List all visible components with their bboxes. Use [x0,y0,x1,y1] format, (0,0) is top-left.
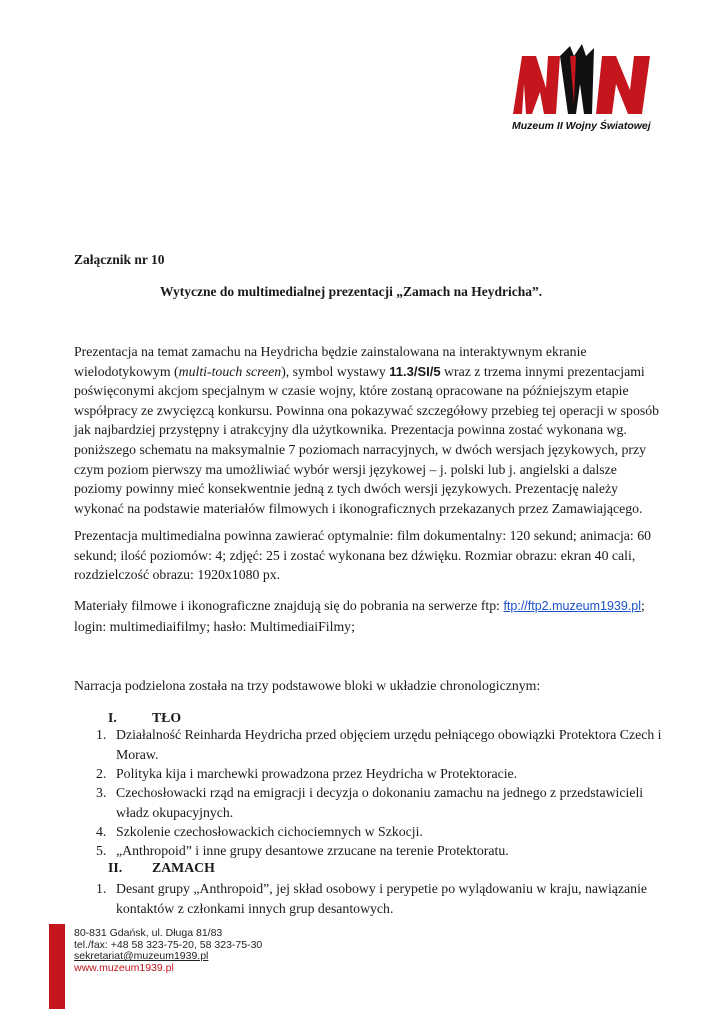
logo-caption: Muzeum II Wojny Światowej [512,120,651,132]
footer-email[interactable]: sekretariat@muzeum1939.pl [74,950,209,963]
intro-italic-term: multi-touch screen [178,363,282,379]
museum-logo-mark [510,44,655,116]
list-item-number: 1. [96,727,107,742]
list-item-text: Szkolenie czechosłowackich cichociemnych w Szkocji. [116,824,423,839]
list-item-number: 5. [96,843,107,858]
ftp-text-after: ; [641,598,645,613]
section-number: I. [108,710,117,725]
intro-text-part1: Prezentacja na temat zamachu na Heydricha będzie zainstalowana na interaktywnym ekranie wielodotykowym ( [74,344,587,379]
list-item [96,822,666,842]
intro-paragraph [74,342,664,518]
list-item-text: „Anthropoid” i inne grupy desantowe zrzucane na terenie Protektoratu. [116,843,509,858]
ftp-link[interactable]: ftp://ftp2.muzeum1939.pl [503,599,642,613]
section-title: TŁO [152,710,182,725]
list-item-text: Działalność Reinharda Heydricha przed objęciem urzędu pełniącego obowiązki Protektora Czech i Moraw. [116,727,662,762]
footer-phone: tel./fax: +48 58 323-75-20, 58 323-75-30 [74,938,263,951]
section-title: ZAMACH [152,860,215,875]
list-item [96,879,666,918]
ftp-text-before: Materiały filmowe i ikonograficzne znajdują się do pobrania na serwerze ftp: [74,598,504,613]
section-number: II. [108,860,123,875]
ftp-paragraph [74,596,664,636]
list-item-number: 2. [96,766,107,781]
footer-accent-bar [49,924,65,1009]
list-item-text: Czechosłowacki rząd na emigracji i decyzja o dokonaniu zamachu na jednego z przedstawicieli władz okupacyjnych. [116,785,644,820]
list-item [96,783,666,822]
list-item-text: Desant grupy „Anthropoid”, jej skład osobowy i perypetie po wylądowaniu w kraju, nawiązanie kontaktów z członkami innych grup desantowych. [116,881,648,916]
section-heading-zamach [108,860,215,876]
page-title: Wytyczne do multimedialnej prezentacji „Zamach na Heydricha”. [160,284,543,299]
list-item-number: 3. [96,785,107,800]
ftp-login-text: login: multimediaifilmy; hasło: MultimediaiFilmy; [74,618,355,634]
list-item [96,725,666,764]
specs-paragraph [74,526,664,585]
list-item-text: Polityka kija i marchewki prowadzona przez Heydricha w Protektoracie. [116,766,518,781]
narration-intro [74,676,664,696]
footer-address: 80-831 Gdańsk, ul. Długa 81/83 [74,927,223,939]
footer-contact [74,928,262,974]
narration-intro-text: Narracja podzielona została na trzy podstawowe bloki w układzie chronologicznym: [74,678,541,693]
museum-logo [510,44,655,136]
footer-website[interactable]: www.muzeum1939.pl [74,961,174,974]
list-item [96,764,666,784]
list-item-number: 4. [96,824,107,839]
list-item-number: 1. [96,881,107,896]
exhibit-symbol: 11.3/SI/5 [389,363,441,379]
list-item [96,841,666,861]
intro-text-part2: ), symbol wystawy [281,363,390,379]
attachment-label: Załącznik nr 10 [74,252,165,267]
section-heading-tlo [108,710,181,726]
specs-text: Prezentacja multimedialna powinna zawierać optymalnie: film dokumentalny: 120 sekund; animacja: 60 sekund; ilość poziomów: 4; zdjęć: 25 i zostać wykonana bez dźwięku. Rozmiar obrazu: ekran 40 cali, rozdzielczość obrazu: 1920x1080 px. [74,528,651,583]
intro-text-part3: wraz z trzema innymi prezentacjami poświęconymi akcjom specjalnym w czasie wojny, które zostaną opracowane na późniejszym etapie współpracy ze zwycięzcą konkursu. Powinna ona pokazywać szczegółowy przebieg tej operacji w sposób jak najbardziej przystępny i atrakcyjny dla użytkownika. Prezentacja powinna zostać wykonana wg. poniższego schematu na maksymalnie 7 poziomach narracyjnych, w dwóch wersjach językowych, przy czym poziom pierwszy ma umożliwiać wybór wersji językowej – j. polski lub j. angielski a dalsze poziomy powinny mieć konsekwentnie jedną z tych dwóch wersji językowych. Prezentację należy wykonać na podstawie materiałów filmowych i ikonograficznych przekazanych przez Zamawiającego. [74,363,660,516]
